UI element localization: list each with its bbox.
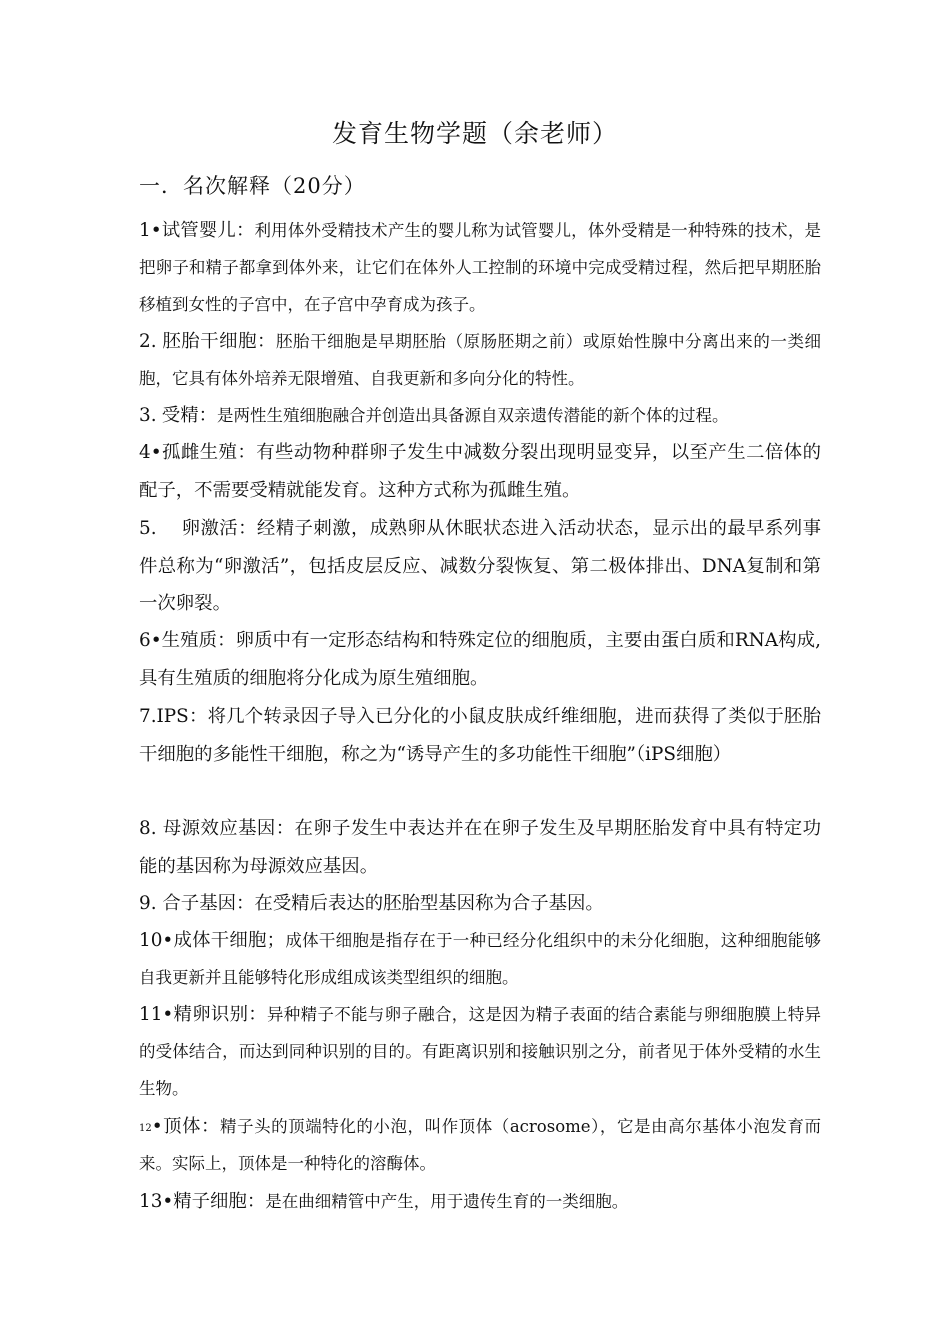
entry-term: 成体干细胞； [173,930,286,951]
definition-entry-9 [139,885,821,923]
entry-number: 12 [139,1123,152,1134]
entry-term: 胚胎干细胞： [162,331,276,352]
definition-entry-2 [139,323,821,397]
entry-term: 合子基因： [162,893,255,914]
entry-number: 10• [139,930,174,951]
definition-entry-7 [139,698,821,773]
entry-text: 是在曲细精管中产生，用于遗传生育的一类细胞。 [265,1192,629,1211]
entry-number: 5. [139,518,157,539]
definition-entry-11 [139,996,821,1107]
entry-number: 13• [139,1191,174,1212]
entry-number: 4• [139,442,162,463]
entry-number: 1• [139,220,162,241]
entry-text: 将几个转录因子导入已分化的小鼠皮肤成纤维细胞，进而获得了类似于胚胎干细胞的多能性干细胞，称之为“诱导产生的多功能性干细胞”（iPS细胞） [139,706,821,765]
entry-text: 胚胎干细胞是早期胚胎（原肠胚期之前）或原始性腺中分离出来的一类细胞，它具有体外培养无限增殖、自我更新和多向分化的特性。 [139,332,821,388]
page-title: 发育生物学题（余老师） [331,119,618,148]
entry-number: 3. [139,405,157,426]
entry-text: 精子头的顶端特化的小泡，叫作顶体（acrosome），它是由高尔基体小泡发育而来。实际上，顶体是一种特化的溶酶体。 [139,1117,821,1173]
definition-entry-4 [139,434,821,509]
definition-entry-10 [139,922,821,996]
entry-text: 卵质中有一定形态结构和特殊定位的细胞质，主要由蛋白质和RNA构成,具有生殖质的细胞将分化成为原生殖细胞。 [139,630,821,689]
entry-number: 6• [139,630,162,651]
entry-term: 孤雌生殖： [161,442,257,463]
definition-entry-13 [139,1183,821,1220]
entry-text: 在受精后表达的胚胎型基因称为合子基因。 [254,893,604,914]
entry-term: 卵激活： [181,518,257,539]
entry-term: 精子细胞： [173,1191,266,1212]
entry-term: 受精： [161,405,217,426]
entry-text: 异种精子不能与卵子融合，这是因为精子表面的结合素能与卵细胞膜上特异的受体结合，而达到同种识别的目的。有距离识别和接触识别之分，前者见于体外受精的水生生物。 [139,1005,821,1098]
entry-term: 精卵识别： [173,1004,267,1025]
definition-entry-1 [139,212,821,323]
entry-number: 2. [139,331,157,352]
entry-number: 9. [139,893,157,914]
section-heading: 一．名次解释（20分） [139,174,366,198]
entry-number: 11• [139,1004,174,1025]
definition-entry-12 [139,1108,821,1182]
entry-term: •顶体： [151,1116,220,1137]
entry-text: 经精子刺激，成熟卵从休眠状态进入活动状态，显示出的最早系列事件总称为“卵激活”，包括皮层反应、减数分裂恢复、第二极体排出、DNA复制和第一次卵裂。 [139,518,821,614]
entry-number: 7. [139,706,157,727]
definition-entry-6 [139,622,821,697]
definition-entry-3 [139,397,821,434]
entry-text: 是两性生殖细胞融合并创造出具备源自双亲遗传潜能的新个体的过程。 [216,406,729,425]
definition-entry-5 [139,510,821,623]
entry-text: 利用体外受精技术产生的婴儿称为试管婴儿，体外受精是一种特殊的技术，是把卵子和精子都拿到体外来，让它们在体外人工控制的环境中完成受精过程，然后把早期胚胎移植到女性的子宫中，在子宫中孕育成为孩子。 [139,221,821,314]
entry-term: 试管婴儿： [161,220,255,241]
entry-term: 母源效应基因： [162,818,295,839]
entry-term: IPS： [156,706,208,727]
entry-text: 有些动物种群卵子发生中减数分裂出现明显变异，以至产生二倍体的配子，不需要受精就能发育。这种方式称为孤雌生殖。 [139,442,821,501]
definition-entry-8 [139,810,821,885]
entry-term: 生殖质： [161,630,236,651]
entry-number: 8. [139,818,157,839]
entry-text: 在卵子发生中表达并在在卵子发生及早期胚胎发育中具有特定功能的基因称为母源效应基因。 [139,818,821,877]
entry-text: 成体干细胞是指存在于一种已经分化组织中的未分化细胞，这种细胞能够自我更新并且能够特化形成组成该类型组织的细胞。 [139,931,821,987]
